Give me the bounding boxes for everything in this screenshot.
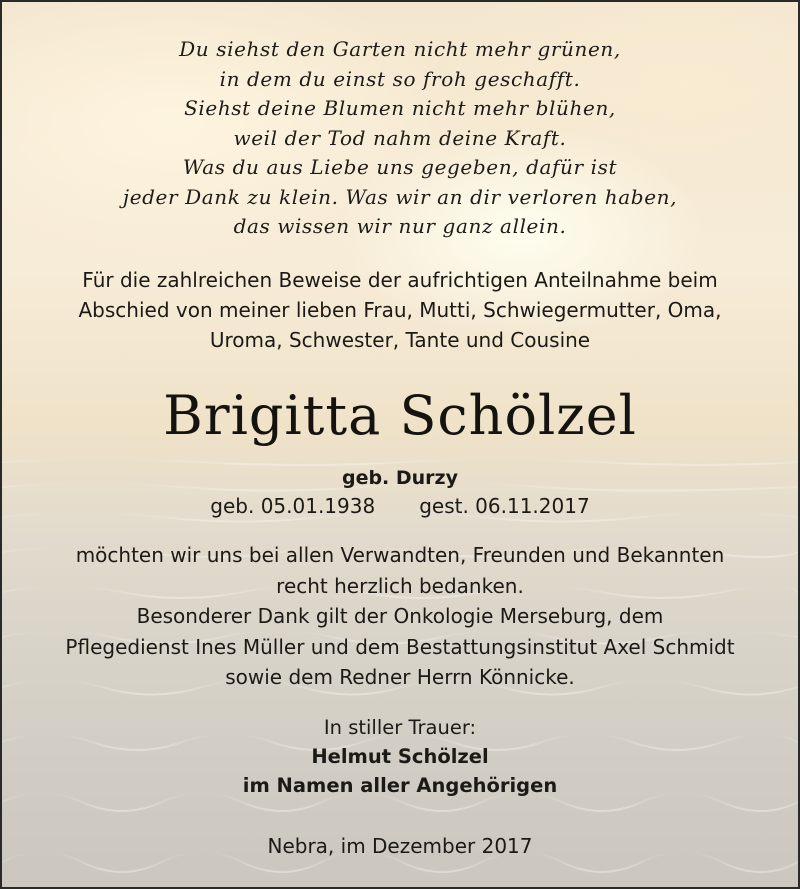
poem [42,35,758,242]
thanks-line: sowie dem Redner Herrn Könnicke. [225,665,575,689]
intro-line: Für die zahlreichen Beweise der aufrichtigen Anteilnahme beim [82,268,718,292]
family-note: im Namen aller Angehörigen [242,774,558,797]
poem-line: das wissen wir nur ganz allein. [233,214,567,238]
thanks-text [32,540,768,693]
poem-line: Was du aus Liebe uns gegeben, dafür ist [182,155,618,179]
intro-line: Uroma, Schwester, Tante und Cousine [209,328,591,352]
birth-date: geb. 05.01.1938 [210,494,376,518]
mourning-signature [2,713,798,800]
deceased-name: Brigitta Schölzel [163,384,637,447]
mourner-name: Helmut Schölzel [311,745,489,768]
thanks-line: möchten wir uns bei allen Verwandten, Freunden und Bekannten [75,543,725,567]
thanks-line: Pflegedienst Ines Müller und dem Bestattungsinstitut Axel Schmidt [65,634,735,659]
poem-line: Siehst deine Blumen nicht mehr blühen, [184,96,616,120]
intro-line: Abschied von meiner lieben Frau, Mutti, Schwiegermutter, Oma, [78,298,722,322]
place-date: Nebra, im Dezember 2017 [267,834,533,858]
poem-line: in dem du einst so froh geschafft. [219,66,581,91]
mourning-intro: In stiller Trauer: [323,716,477,739]
life-dates [2,494,798,518]
maiden-name: geb. Durzy [341,467,459,489]
poem-line: weil der Tod nahm deine Kraft. [233,125,567,150]
poem-line: jeder Dank zu klein. Was wir an dir verloren haben, [122,184,678,209]
death-date: gest. 06.11.2017 [419,494,590,518]
poem-line: Du siehst den Garten nicht mehr grünen, [179,37,621,61]
thanks-line: Besonderer Dank gilt der Onkologie Merseburg, dem [136,604,664,628]
thanks-line: recht herzlich bedanken. [276,573,524,598]
thanks-intro [32,265,768,355]
